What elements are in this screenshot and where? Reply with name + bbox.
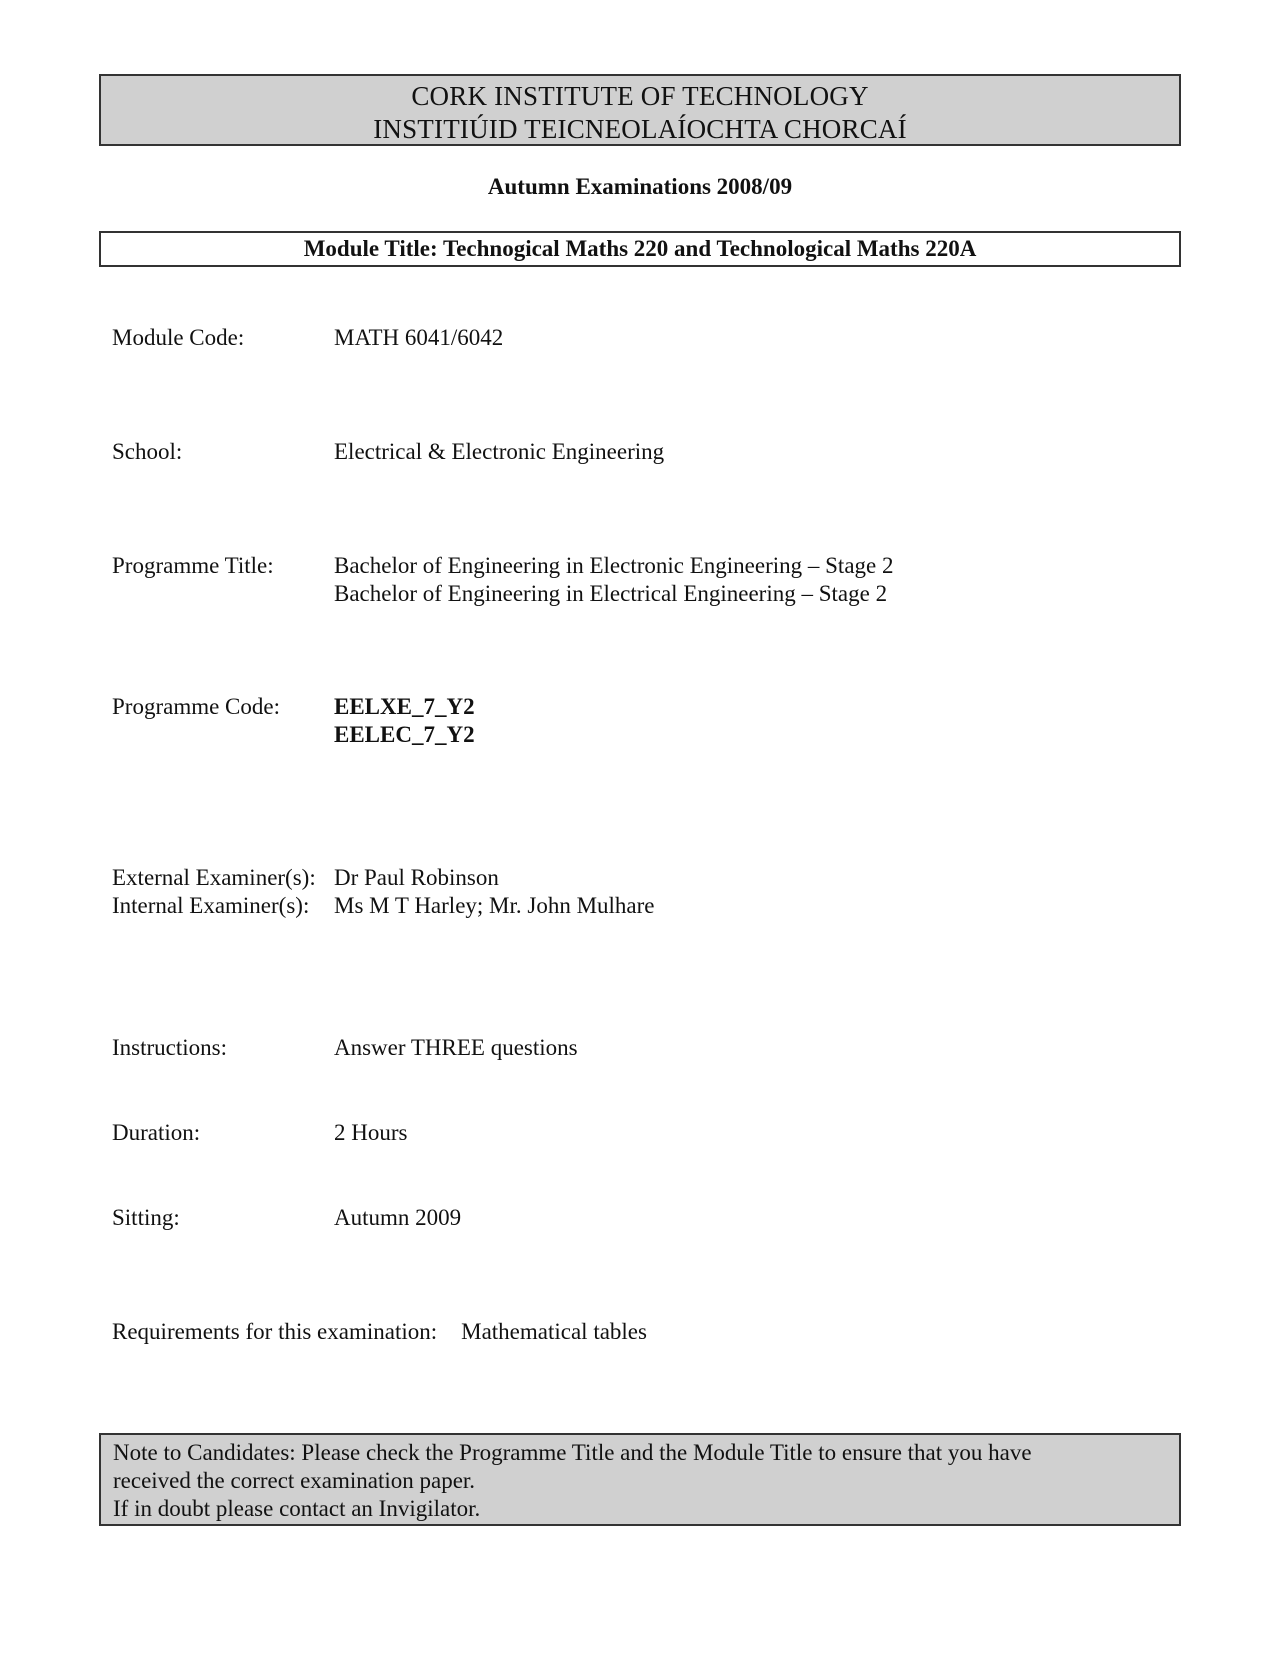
school-value: Electrical & Electronic Engineering	[334, 439, 665, 464]
sitting-label: Sitting:	[112, 1205, 180, 1230]
requirements-label: Requirements for this examination:	[112, 1319, 438, 1344]
requirements-row	[112, 1319, 647, 1345]
requirements-value: Mathematical tables	[461, 1319, 647, 1344]
sitting-value: Autumn 2009	[334, 1205, 462, 1230]
internal-examiner-value: Ms M T Harley; Mr. John Mulhare	[334, 893, 655, 918]
programme-title-electrical: Bachelor of Engineering in Electrical Engineering – Stage 2	[334, 581, 888, 606]
programme-title-electronic: Bachelor of Engineering in Electronic Engineering – Stage 2	[334, 553, 894, 578]
duration-label: Duration:	[112, 1120, 201, 1145]
note-line-2: received the correct examination paper.	[113, 1468, 476, 1493]
programme-code-electrical: EELEC_7_Y2	[334, 722, 475, 747]
external-examiner-label: External Examiner(s):	[112, 865, 316, 890]
institution-name-irish: INSTITIÚID TEICNEOLAÍOCHTA CHORCAÍ	[373, 114, 907, 144]
note-to-candidates	[99, 1433, 1181, 1526]
note-line-1: Note to Candidates: Please check the Programme Title and the Module Title to ensure that you have	[113, 1440, 1032, 1465]
instructions-value: Answer THREE questions	[334, 1035, 578, 1060]
internal-examiner-label: Internal Examiner(s):	[112, 893, 310, 918]
module-code-value: MATH 6041/6042	[334, 325, 504, 350]
module-code-label: Module Code:	[112, 325, 245, 350]
institution-name-english: CORK INSTITUTE OF TECHNOLOGY	[411, 81, 869, 111]
instructions-label: Instructions:	[112, 1035, 227, 1060]
programme-title-label: Programme Title:	[112, 553, 274, 578]
external-examiner-value: Dr Paul Robinson	[334, 865, 499, 890]
programme-code-label: Programme Code:	[112, 694, 280, 719]
programme-title-values	[334, 552, 893, 608]
duration-value: 2 Hours	[334, 1120, 408, 1145]
institution-header	[99, 74, 1181, 146]
programme-code-electronic: EELXE_7_Y2	[334, 694, 475, 719]
school-label: School:	[112, 439, 183, 464]
exam-title: Autumn Examinations 2008/09	[487, 174, 793, 199]
note-line-3: If in doubt please contact an Invigilator.	[113, 1496, 481, 1521]
programme-code-values	[334, 693, 475, 749]
module-title: Module Title: Technogical Maths 220 and Technological Maths 220A	[99, 231, 1181, 267]
